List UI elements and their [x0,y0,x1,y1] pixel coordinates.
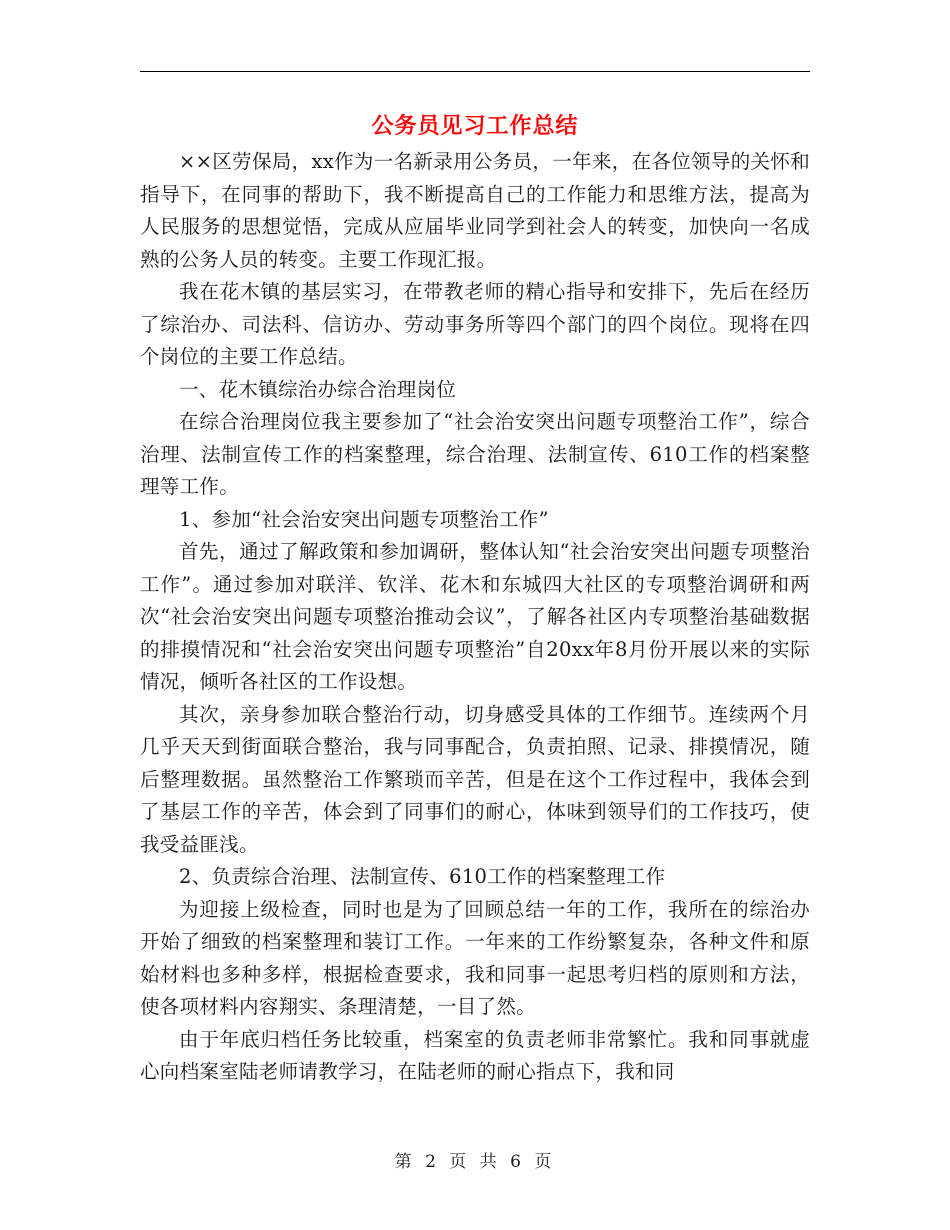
header-rule [140,71,810,72]
paragraph-archive: 为迎接上级检查，同时也是为了回顾总结一年的工作，我所在的综治办开始了细致的档案整理和装订工作。一年来的工作纷繁复杂，各种文件和原始材料也多种多样，根据检查要求，我和同事一起思考归档的原则和方法，使各项材料内容翔实、条理清楚，一目了然。 [140,897,810,1018]
paragraph-archive-continued: 由于年底归档任务比较重，档案室的负责老师非常繁忙。我和同事就虚心向档案室陆老师请教学习，在陆老师的耐心指点下，我和同 [140,1027,810,1083]
paragraph-internship: 我在花木镇的基层实习，在带教老师的精心指导和安排下，先后在经历了综治办、司法科、信访办、劳动事务所等四个部门的四个岗位。现将在四个岗位的主要工作总结。 [140,280,810,368]
paragraph-first: 首先，通过了解政策和参加调研，整体认知“社会治安突出问题专项整治工作”。通过参加对联洋、钦洋、花木和东城四大社区的专项整治调研和两次“社会治安突出问题专项整治推动会议”，了解各社区内专项整治基础数据的排摸情况和“社会治安突出问题专项整治”自20xx年8月份开展以来的实际情况，倾听各社区的工作设想。 [140,540,810,693]
document-body [140,146,810,1089]
document-title: 公务员见习工作总结 [371,113,579,139]
subheading-2: 2、负责综合治理、法制宣传、610工作的档案整理工作 [179,865,666,888]
subheading-1: 1、参加“社会治安突出问题专项整治工作” [179,507,549,531]
paragraph-section-1: 在综合治理岗位我主要参加了“社会治安突出问题专项整治工作”，综合治理、法制宣传工作的档案整理，综合治理、法制宣传、610工作的档案整理等工作。 [140,410,810,498]
paragraph-second: 其次，亲身参加联合整治行动，切身感受具体的工作细节。连续两个月几乎天天到街面联合整治，我与同事配合，负责拍照、记录、排摸情况，随后整理数据。虽然整治工作繁琐而辛苦，但是在这个工作过程中，我体会到了基层工作的辛苦，体会到了同事们的耐心，体味到领导们的工作技巧，使我受益匪浅。 [140,702,810,856]
page-number: 第 2 页 共 6 页 [394,1152,556,1172]
section-heading-1: 一、花木镇综治办综合治理岗位 [179,377,457,401]
paragraph-intro: ××区劳保局，xx作为一名新录用公务员，一年来，在各位领导的关怀和指导下，在同事的帮助下，我不断提高自己的工作能力和思维方法，提高为人民服务的思想觉悟，完成从应届毕业同学到社会人的转变，加快向一名成熟的公务人员的转变。主要工作现汇报。 [140,150,810,271]
